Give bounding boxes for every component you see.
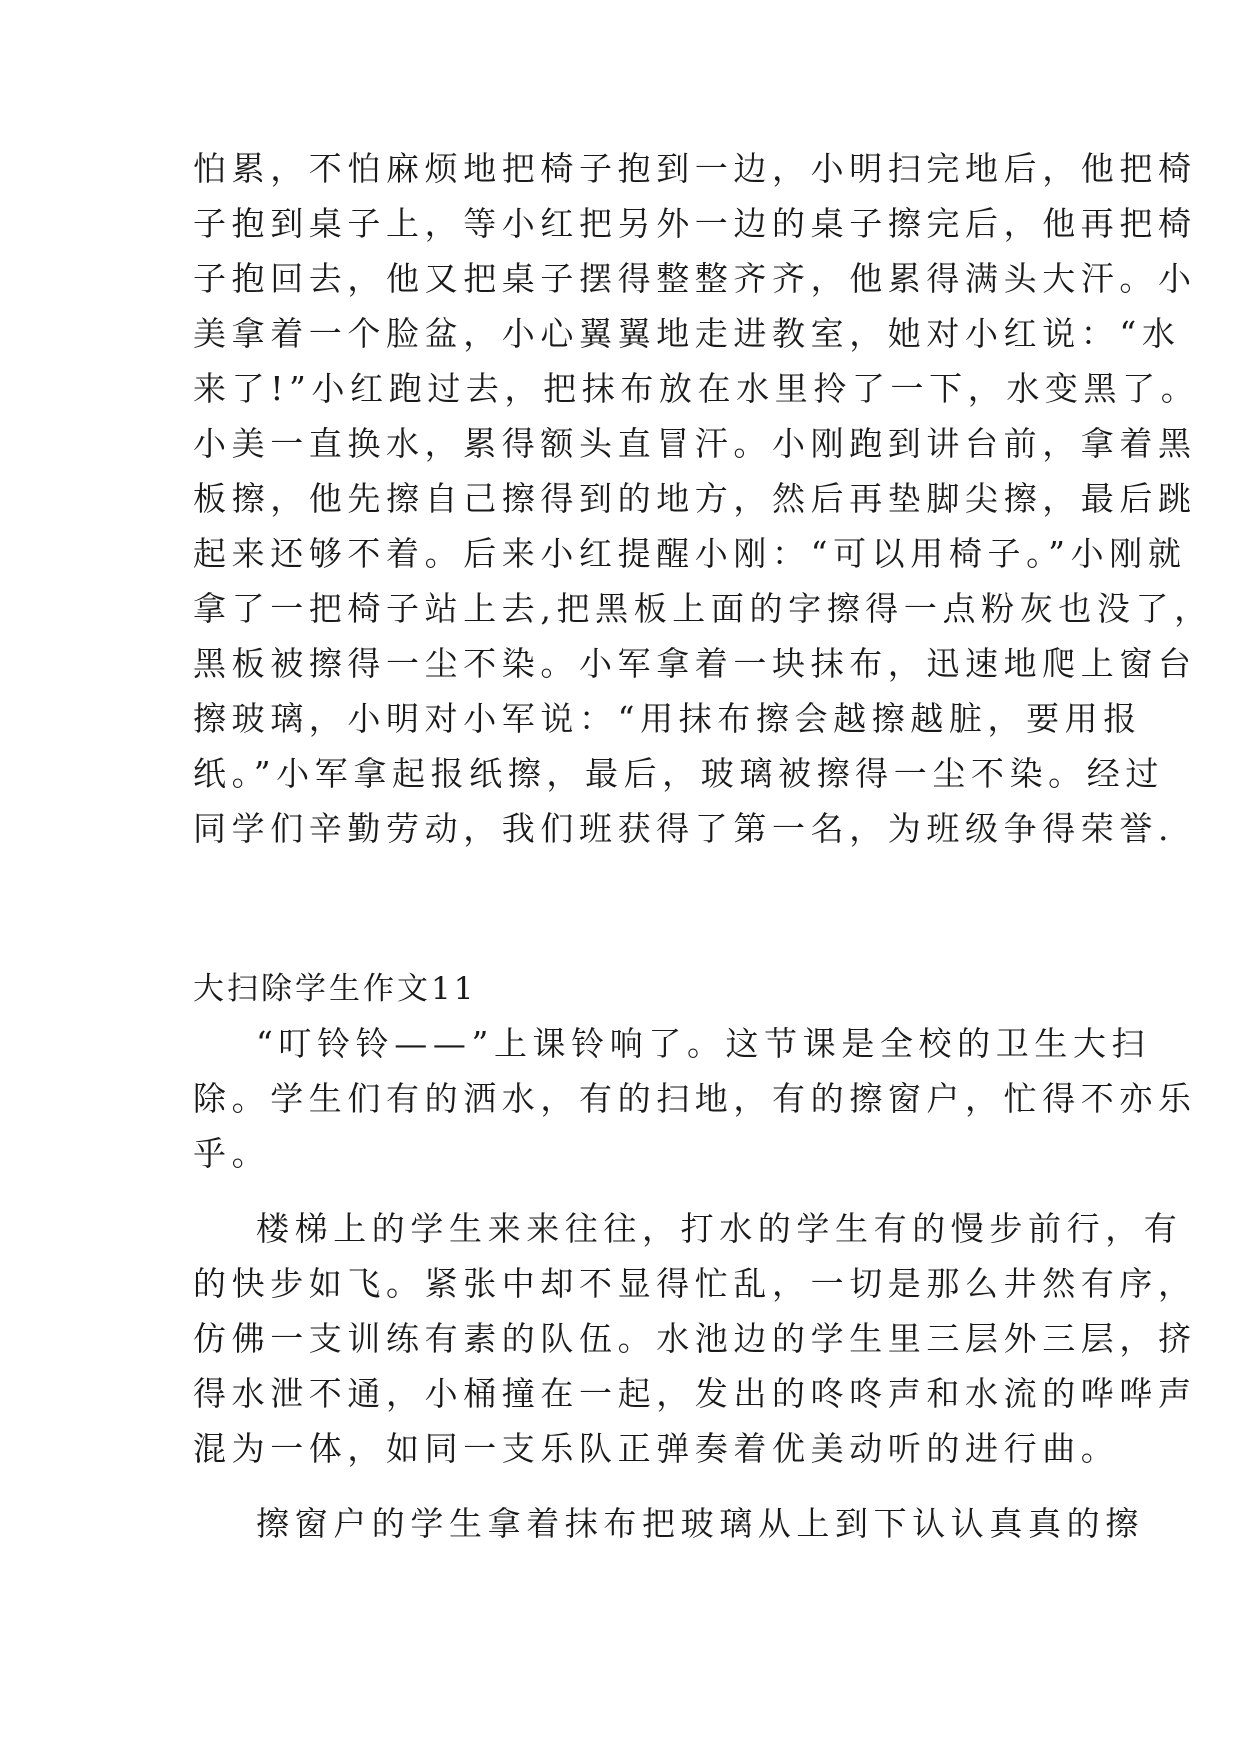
paragraph-line: 怕累，不怕麻烦地把椅子抱到一边，小明扫完地后，他把椅 <box>193 149 1197 188</box>
paragraph-line: 仿佛一支训练有素的队伍。水池边的学生里三层外三层，挤 <box>193 1319 1197 1358</box>
paragraph-line: 得水泄不通，小桶撞在一起，发出的咚咚声和水流的哗哗声 <box>193 1374 1197 1413</box>
paragraph-line: 混为一体，如同一支乐队正弹奏着优美动听的进行曲。 <box>193 1429 1120 1468</box>
paragraph-line: 擦窗户的学生拿着抹布把玻璃从上到下认认真真的擦 <box>256 1504 1144 1543</box>
paragraph-line: 子抱到桌子上，等小红把另外一边的桌子擦完后，他再把椅 <box>193 204 1197 243</box>
paragraph-line: 擦玻璃，小明对小军说：“用抹布擦会越擦越脏，要用报 <box>193 699 1142 738</box>
paragraph-line: 的快步如飞。紧张中却不显得忙乱，一切是那么井然有序， <box>193 1264 1197 1303</box>
paragraph-line: 起来还够不着。后来小红提醒小刚：“可以用椅子。”小刚就 <box>193 534 1187 573</box>
paragraph-line: 乎。 <box>193 1134 271 1173</box>
paragraph-line: 除。学生们有的洒水，有的扫地，有的擦窗户，忙得不亦乐 <box>193 1079 1197 1118</box>
paragraph-line: 小美一直换水，累得额头直冒汗。小刚跑到讲台前，拿着黑 <box>193 424 1197 463</box>
paragraph-line: 美拿着一个脸盆，小心翼翼地走进教室，她对小红说：“水 <box>193 314 1181 353</box>
paragraph-line: 黑板被擦得一尘不染。小军拿着一块抹布，迅速地爬上窗台 <box>193 644 1197 683</box>
paragraph-line: 来了!”小红跑过去，把抹布放在水里拎了一下，水变黑了。 <box>193 369 1200 408</box>
section-title: 大扫除学生作文11 <box>193 971 477 1007</box>
paragraph-line: 纸。”小军拿起报纸擦，最后，玻璃被擦得一尘不染。经过 <box>193 754 1164 793</box>
paragraph-line: 拿了一把椅子站上去,把黑板上面的字擦得一点粉灰也没了， <box>193 589 1213 628</box>
paragraph-line: 板擦，他先擦自己擦得到的地方，然后再垫脚尖擦，最后跳 <box>193 479 1197 518</box>
paragraph-line: 楼梯上的学生来来往往，打水的学生有的慢步前行，有 <box>256 1209 1183 1248</box>
paragraph-line: 同学们辛勤劳动，我们班获得了第一名，为班级争得荣誉. <box>193 809 1175 848</box>
paragraph-line: 子抱回去，他又把桌子摆得整整齐齐，他累得满头大汗。小 <box>193 259 1197 298</box>
paragraph-line: “叮铃铃——”上课铃响了。这节课是全校的卫生大扫 <box>256 1024 1151 1063</box>
